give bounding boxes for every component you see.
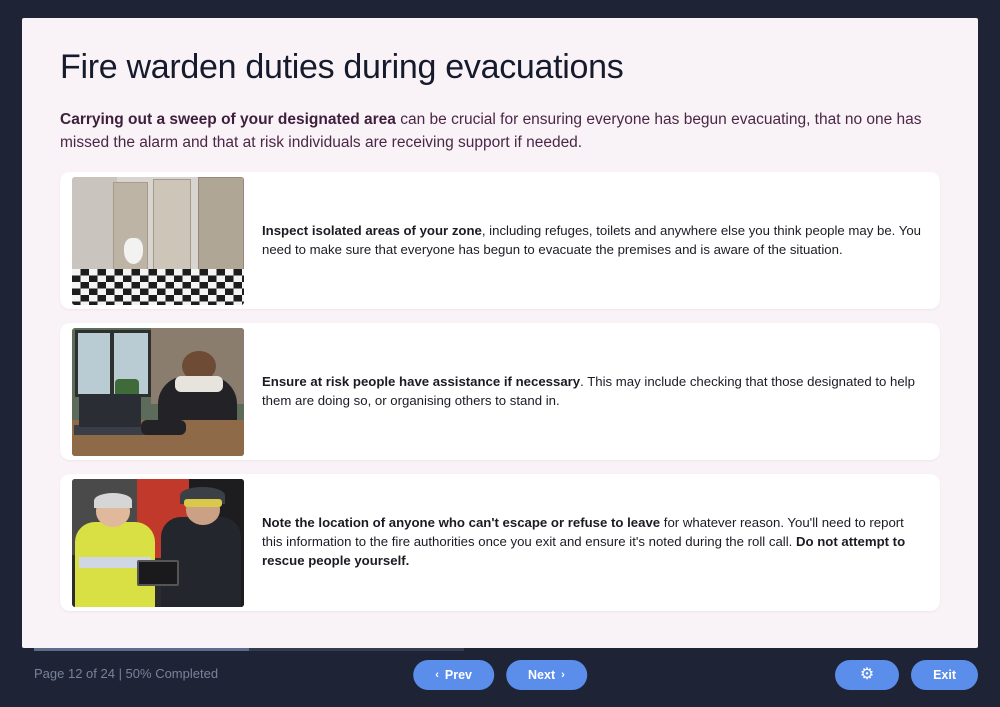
list-item [60,172,940,309]
list-item-bold-tail: Do not attempt to rescue people yourself. [262,534,906,568]
settings-button[interactable] [835,660,899,690]
next-button[interactable] [506,660,587,690]
footer-right-controls [835,660,978,690]
progress-bar-fill [34,648,249,651]
page-title: Fire warden duties during evacuations [60,48,624,86]
exit-button[interactable] [911,660,978,690]
toilet-cubicles-photo [72,177,244,305]
duty-card-list [60,172,940,611]
chevron-left-icon: ‹ [435,669,439,681]
exit-button-label: Exit [933,668,956,682]
page-status-text: Page 12 of 24 | 50% Completed [34,666,219,681]
list-item-bold: Note the location of anyone who can't escape or refuse to leave [262,515,661,531]
list-item-rest: for whatever reason. You'll need to report this information to the fire authorities once you exit and ensure it's noted during the roll call. [262,515,904,550]
list-item-rest: , including refuges, toilets and anywhere else you think people may be. You need to make sure that everyone has begun to evacuate the premises and is aware of the situation. [262,222,921,257]
list-item [60,323,940,460]
slide-intro-bold: Carrying out a sweep of your designated area [60,111,396,129]
slide-intro-rest: can be crucial for ensuring everyone has begun evacuating, that no one has missed the alarm and that at risk individuals are receiving support if needed. [60,111,922,151]
navigation-buttons [413,660,587,690]
next-button-label: Next [528,668,556,682]
list-item-bold: Inspect isolated areas of your zone [262,222,482,238]
player-footer [0,648,1000,707]
firefighters-with-tablet-photo [72,479,244,607]
slide-content [22,18,978,648]
chevron-right-icon: › [561,669,565,681]
progress-bar [34,648,464,651]
gear-icon: ⚙ [859,666,875,683]
list-item-rest: . This may include checking that those designated to help them are doing so, or organising others to stand in. [262,373,915,408]
list-item [60,474,940,611]
list-item-bold: Ensure at risk people have assistance if necessary [262,373,581,389]
list-item-text [244,514,922,571]
list-item-text [244,373,922,411]
man-with-neck-brace-at-laptop-photo [72,328,244,456]
prev-button[interactable] [413,660,494,690]
prev-button-label: Prev [444,668,473,682]
list-item-text [244,222,922,260]
slide-intro [60,109,940,154]
